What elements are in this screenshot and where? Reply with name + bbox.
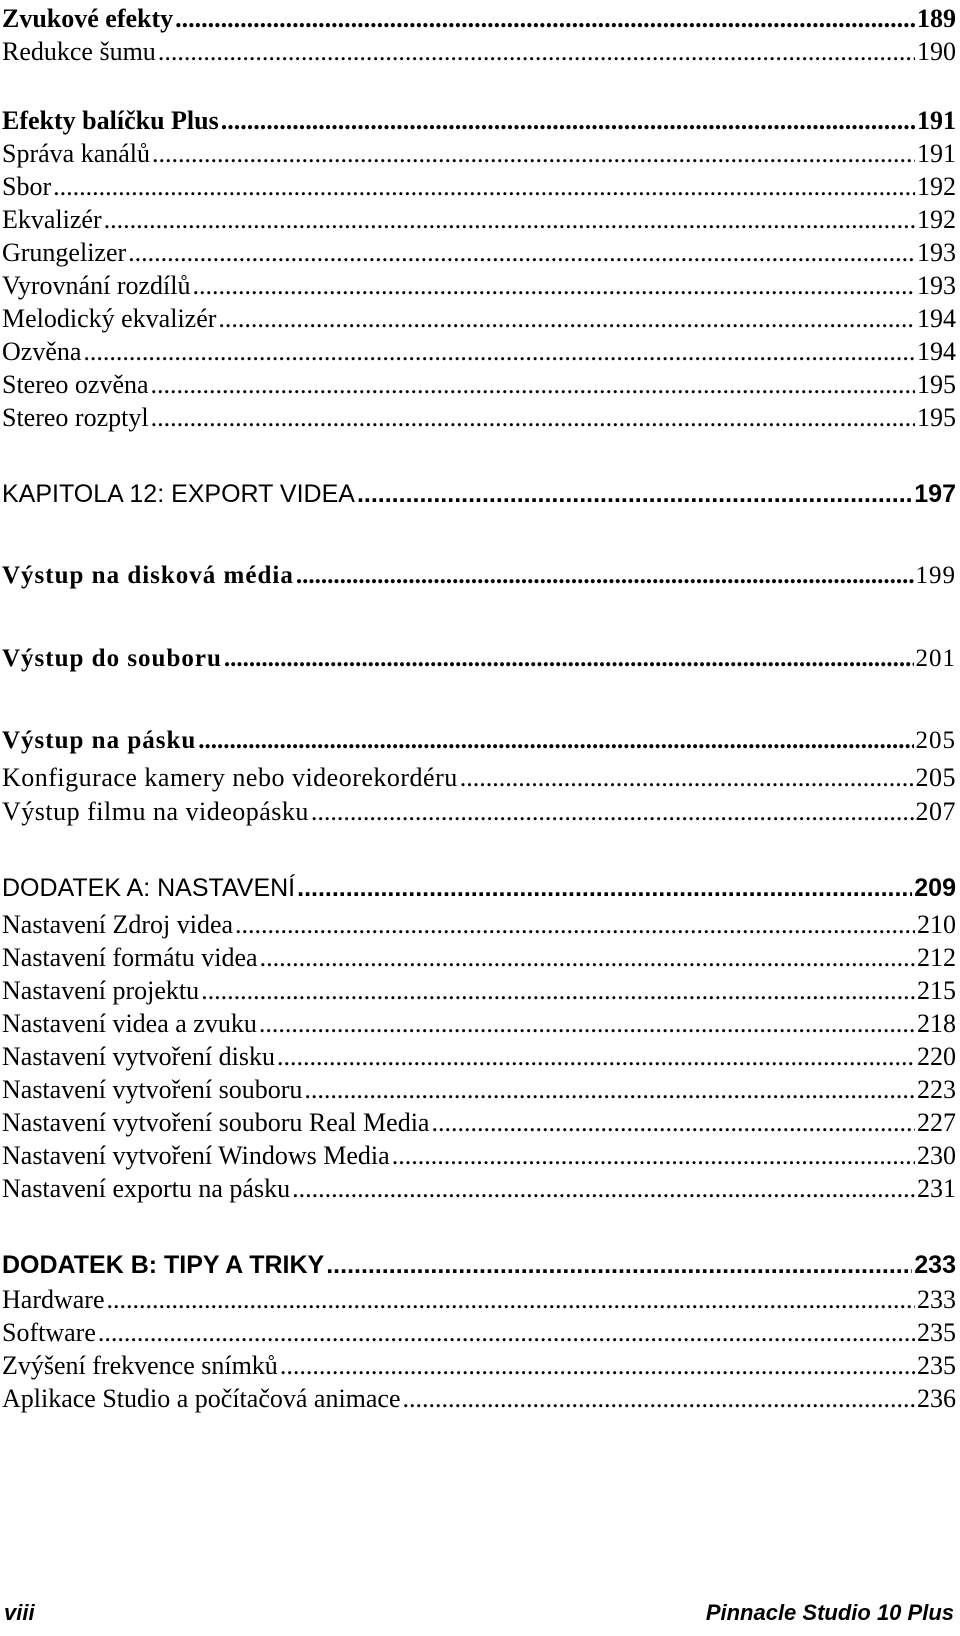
toc-leader-dots	[201, 976, 915, 1006]
toc-leader-dots	[277, 1042, 915, 1072]
toc-entry-page: 205	[915, 727, 956, 754]
toc-leader-dots	[326, 1251, 912, 1280]
toc-entry-hardware[interactable]	[2, 1285, 956, 1315]
toc-entry-page: 215	[917, 976, 956, 1005]
toc-entry-vystup-na-pasku[interactable]	[2, 727, 956, 755]
toc-entry-title: Správa kanálů	[2, 139, 151, 168]
toc-entry-vystup-na-diskova-media[interactable]	[2, 562, 956, 590]
toc-leader-dots	[311, 797, 914, 827]
toc-entry-ozvena[interactable]	[2, 337, 956, 367]
toc-entry-title: Vyrovnání rozdílů	[2, 271, 191, 300]
toc-leader-dots	[235, 910, 915, 940]
toc-leader-dots	[357, 480, 912, 509]
toc-entry-aplikace-studio[interactable]	[2, 1384, 956, 1414]
toc-entry-page: 194	[917, 337, 956, 366]
toc-appendix-a[interactable]	[2, 874, 956, 903]
toc-leader-dots	[460, 763, 914, 793]
toc-entry-title: Nastavení Zdroj videa	[2, 910, 234, 939]
toc-entry-title: Nastavení vytvoření souboru	[2, 1075, 303, 1104]
toc-leader-dots	[198, 727, 913, 755]
toc-entry-page: 233	[914, 1251, 956, 1279]
toc-entry-page: 189	[917, 4, 956, 33]
toc-entry-nastaveni-vytvoreni-souboru[interactable]	[2, 1075, 956, 1105]
toc-entry-nastaveni-real-media[interactable]	[2, 1108, 956, 1138]
toc-entry-title: Výstup do souboru	[2, 645, 222, 672]
toc-chapter-title: DODATEK B: TIPY A TRIKY	[2, 1251, 325, 1279]
toc-entry-page: 192	[917, 172, 956, 201]
toc-entry-nastaveni-formatu-videa[interactable]	[2, 943, 956, 973]
footer-page-number: viii	[4, 1600, 35, 1625]
toc-entry-page: 194	[917, 304, 956, 333]
toc-entry-page: 218	[917, 1009, 956, 1038]
toc-leader-dots	[259, 1009, 915, 1039]
toc-leader-dots	[304, 1075, 915, 1105]
toc-entry-vystup-filmu-na-videopasku[interactable]	[2, 797, 956, 827]
toc-leader-dots	[392, 1141, 915, 1171]
toc-entry-ekvalizer[interactable]	[2, 205, 956, 235]
toc-entry-page: 227	[917, 1108, 956, 1137]
toc-entry-sbor[interactable]	[2, 172, 956, 202]
toc-entry-title: Výstup na disková média	[2, 562, 294, 589]
toc-entry-page: 212	[917, 943, 956, 972]
toc-chapter-title: KAPITOLA 12: EXPORT VIDEA	[2, 480, 355, 508]
toc-entry-nastaveni-videa-a-zvuku[interactable]	[2, 1009, 956, 1039]
toc-leader-dots	[104, 205, 915, 235]
toc-entry-vystup-do-souboru[interactable]	[2, 645, 956, 673]
toc-entry-nastaveni-windows-media[interactable]	[2, 1141, 956, 1171]
toc-entry-nastaveni-projektu[interactable]	[2, 976, 956, 1006]
toc-entry-title: Redukce šumu	[2, 37, 156, 66]
toc-entry-page: 230	[917, 1141, 956, 1170]
toc-entry-page: 233	[917, 1285, 956, 1314]
toc-entry-title: Nastavení formátu videa	[2, 943, 258, 972]
toc-entry-page: 235	[917, 1351, 956, 1380]
toc-leader-dots	[152, 139, 915, 169]
toc-entry-page: 223	[917, 1075, 956, 1104]
toc-entry-nastaveni-exportu-na-pasku[interactable]	[2, 1174, 956, 1204]
toc-entry-title: Nastavení videa a zvuku	[2, 1009, 257, 1038]
toc-entry-page: 192	[917, 205, 956, 234]
toc-entry-title: Efekty balíčku Plus	[2, 106, 219, 135]
toc-leader-dots	[403, 1384, 915, 1414]
toc-entry-page: 193	[917, 271, 956, 300]
toc-entry-page: 207	[915, 797, 956, 826]
toc-leader-dots	[158, 37, 915, 67]
toc-leader-dots	[107, 1285, 916, 1315]
toc-entry-stereo-ozvena[interactable]	[2, 370, 956, 400]
toc-entry-page: 193	[917, 238, 956, 267]
toc-entry-konfigurace-kamery[interactable]	[2, 763, 956, 793]
toc-leader-dots	[221, 106, 915, 136]
toc-chapter-12[interactable]	[2, 480, 956, 509]
toc-entry-nastaveni-zdroj-videa[interactable]	[2, 910, 956, 940]
footer-product-name: Pinnacle Studio 10 Plus	[705, 1600, 954, 1625]
toc-entry-title: Výstup na pásku	[2, 727, 197, 754]
toc-leader-dots	[280, 1351, 915, 1381]
toc-entry-page: 205	[915, 763, 956, 792]
toc-entry-title: Výstup filmu na videopásku	[2, 797, 309, 826]
toc-entry-title: Hardware	[2, 1285, 105, 1314]
toc-entry-software[interactable]	[2, 1318, 956, 1348]
toc-entry-page: 197	[914, 480, 956, 508]
toc-leader-dots	[151, 370, 915, 400]
toc-entry-page: 199	[915, 562, 956, 589]
toc-entry-page: 220	[917, 1042, 956, 1071]
toc-leader-dots	[192, 271, 915, 301]
toc-entry-title: Ekvalizér	[2, 205, 102, 234]
toc-entry-page: 190	[917, 37, 956, 66]
toc-entry-page: 210	[917, 910, 956, 939]
toc-entry-zvyseni-frekvence-snimku[interactable]	[2, 1351, 956, 1381]
toc-leader-dots	[83, 337, 915, 367]
toc-entry-page: 195	[917, 370, 956, 399]
toc-entry-efekty-baliku-plus[interactable]	[2, 106, 956, 136]
toc-entry-title: Nastavení vytvoření disku	[2, 1042, 275, 1071]
toc-leader-dots	[292, 1174, 915, 1204]
toc-leader-dots	[218, 304, 915, 334]
toc-leader-dots	[175, 4, 915, 34]
toc-entry-redukce-sumu[interactable]	[2, 37, 956, 67]
toc-leader-dots	[98, 1318, 915, 1348]
toc-entry-melodicky-ekvalizer[interactable]	[2, 304, 956, 334]
toc-entry-title: Zvýšení frekvence snímků	[2, 1351, 278, 1380]
toc-chapter-title: DODATEK A: NASTAVENÍ	[2, 874, 296, 902]
toc-entry-title: Ozvěna	[2, 337, 82, 366]
toc-entry-title: Stereo ozvěna	[2, 370, 149, 399]
toc-entry-title: Nastavení exportu na pásku	[2, 1174, 291, 1203]
toc-entry-page: 209	[914, 874, 956, 902]
toc-entry-page: 195	[917, 403, 956, 432]
toc-entry-page: 201	[915, 645, 956, 672]
toc-entry-title: Software	[2, 1318, 96, 1347]
toc-entry-title: Stereo rozptyl	[2, 403, 149, 432]
toc-entry-title: Aplikace Studio a počítačová animace	[2, 1384, 401, 1413]
toc-entry-vyrovnani-rozdilu[interactable]	[2, 271, 956, 301]
toc-leader-dots	[296, 562, 914, 590]
toc-entry-page: 236	[917, 1384, 956, 1413]
toc-entry-page: 235	[917, 1318, 956, 1347]
toc-leader-dots	[260, 943, 915, 973]
toc-entry-sprava-kanalu[interactable]	[2, 139, 956, 169]
toc-appendix-b[interactable]	[2, 1251, 956, 1280]
toc-entry-nastaveni-vytvoreni-disku[interactable]	[2, 1042, 956, 1072]
toc-entry-zvukove-efekty[interactable]	[2, 4, 956, 34]
toc-entry-page: 231	[917, 1174, 956, 1203]
toc-entry-stereo-rozptyl[interactable]	[2, 403, 956, 433]
toc-entry-title: Nastavení projektu	[2, 976, 200, 1005]
toc-entry-title: Nastavení vytvoření souboru Real Media	[2, 1108, 430, 1137]
toc-entry-title: Nastavení vytvoření Windows Media	[2, 1141, 390, 1170]
toc-entry-title: Grungelizer	[2, 238, 127, 267]
toc-leader-dots	[53, 172, 915, 202]
toc-leader-dots	[431, 1108, 915, 1138]
toc-entry-page: 191	[917, 139, 956, 168]
toc-entry-title: Sbor	[2, 172, 52, 201]
toc-entry-title: Konfigurace kamery nebo videorekordéru	[2, 763, 458, 792]
toc-leader-dots	[151, 403, 915, 433]
toc-entry-page: 191	[917, 106, 956, 135]
toc-leader-dots	[128, 238, 915, 268]
toc-entry-title: Melodický ekvalizér	[2, 304, 217, 333]
toc-leader-dots	[297, 874, 912, 903]
toc-entry-grungelizer[interactable]	[2, 238, 956, 268]
toc-leader-dots	[224, 645, 914, 673]
toc-entry-title: Zvukové efekty	[2, 4, 174, 33]
